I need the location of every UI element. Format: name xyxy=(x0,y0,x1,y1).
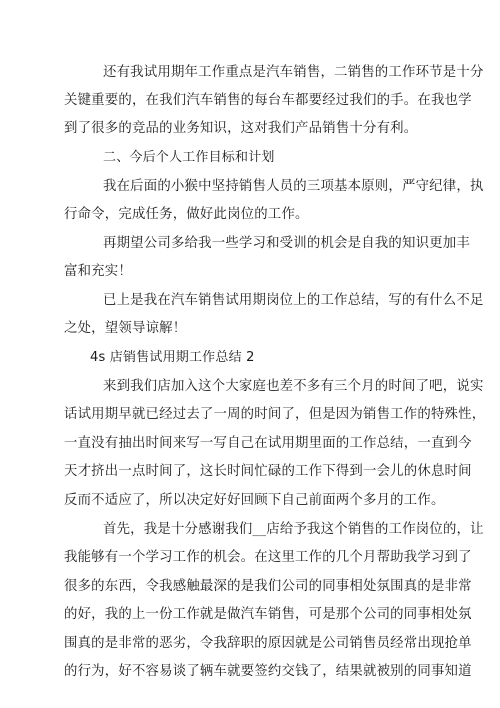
section-heading: 二、今后个人工作目标和计划 xyxy=(103,150,275,165)
text-line: 关键重要的，在我们汽车销售的每台车都要经过我们的手。在我也学 xyxy=(64,93,472,108)
text-line: 之处，望领导谅解！ xyxy=(64,321,187,336)
text-line: 很多的东西，令我感触最深的是我们公司的同事相处氛围真的是非常 xyxy=(64,579,472,594)
text-line: 话试用期早就已经过去了一周的时间了，但是因为销售工作的特殊性， xyxy=(64,407,486,422)
text-line: 再期望公司多给我一些学习和受训的机会是自我的知识更加丰 xyxy=(103,236,470,251)
text-line: 行命令，完成任务，做好此岗位的工作。 xyxy=(64,207,309,222)
text-line: 反而不适应了，所以决定好好回顾下自己前面两个多月的工作。 xyxy=(64,493,445,508)
text-line: 到了很多的竞品的业务知识，这对我们产品销售十分有利。 xyxy=(64,121,418,136)
text-line: 首先，我是十分感谢我们__店给予我这个销售的工作岗位的，让 xyxy=(103,522,484,537)
text-line: 天才挤出一点时间了，这长时间忙碌的工作下得到一会儿的休息时间 xyxy=(64,464,472,479)
text-line: 一直没有抽出时间来写一写自己在试用期里面的工作总结，一直到今 xyxy=(64,436,472,451)
text-line: 我在后面的小猴中坚持销售人员的三项基本原则，严守纪律，执 xyxy=(103,179,484,194)
text-line: 富和充实！ xyxy=(64,264,132,279)
text-line: 还有我试用期年工作重点是汽车销售，二销售的工作环节是十分 xyxy=(103,65,484,80)
text-line: 已上是我在汽车销售试用期岗位上的工作总结，写的有什么不足 xyxy=(103,293,484,308)
text-line: 的好，我的上一份工作就是做汽车销售，可是那个公司的同事相处氛 xyxy=(64,607,472,622)
text-line: 的行为，好不容易谈了辆车就要签约交钱了，结果就被别的同事知道 xyxy=(64,664,472,679)
text-line: 我能够有一个学习工作的机会。在这里工作的几个月帮助我学习到了 xyxy=(64,550,472,565)
section-heading: 4s 店销售试用期工作总结 2 xyxy=(90,350,255,365)
text-line: 围真的是非常的恶劣，令我辞职的原因就是公司销售员经常出现抢单 xyxy=(64,636,472,651)
text-line: 来到我们店加入这个大家庭也差不多有三个月的时间了吧，说实 xyxy=(103,379,484,394)
